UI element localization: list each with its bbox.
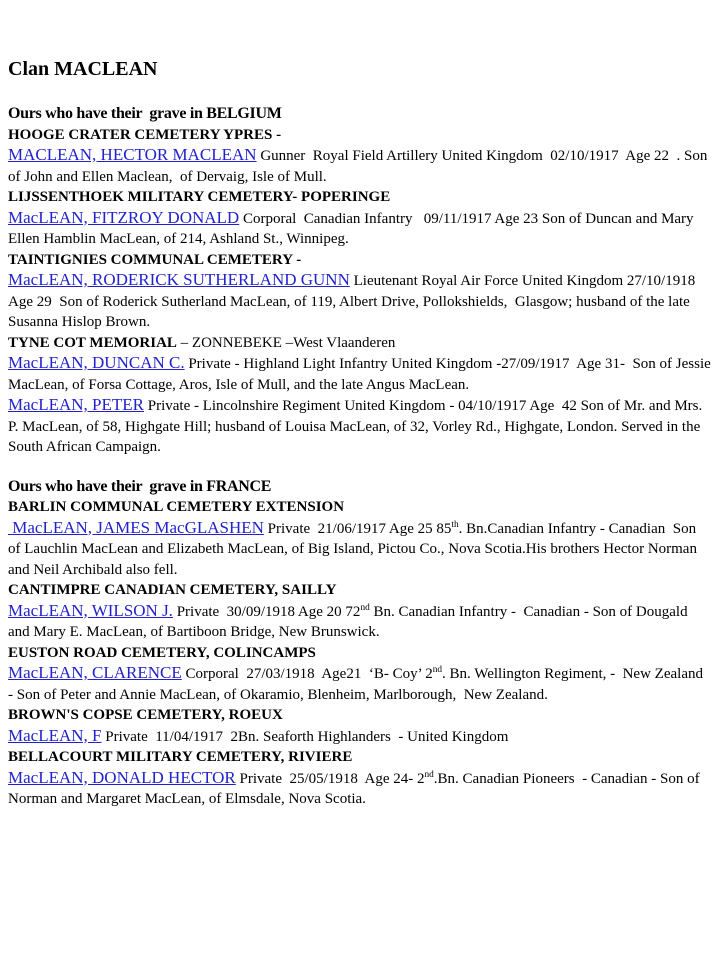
record-details: Gunner Royal Field Artillery United Kingdom 02/10/1917 Age 22 . Son of John and Ellen Maclean, of Dervaig, Isle of Mull. (8, 148, 712, 185)
section-1 (8, 477, 712, 810)
cemetery-heading (8, 580, 712, 601)
record-details: Private 25/05/1918 Age 24- 2 (235, 770, 425, 787)
soldier-name-link[interactable]: MacLEAN, PETER (8, 395, 144, 414)
cemetery-heading (8, 125, 712, 146)
record-details: Corporal 27/03/1918 Age21 ‘B- Coy’ 2 (181, 666, 433, 682)
record-details: Private 21/06/1917 Age 25 85 (263, 520, 452, 537)
ordinal-suffix: nd (424, 769, 434, 780)
soldier-name-link[interactable]: MacLEAN, F (8, 725, 102, 745)
soldier-name-link[interactable]: MacLEAN, WILSON J. (8, 600, 173, 620)
record-details: Private 30/09/1918 Age 20 72 (172, 603, 361, 620)
record-details: Lieutenant Royal Air Force United Kingdom 27/10/1918 Age 29 Son of Roderick Sutherland MacLean, of 119, Albert Drive, Pollokshields, Glasgow; husband of the late Susanna Hislop Brown. (8, 273, 699, 330)
cemetery-location: – ZONNEBEKE –West Vlaanderen (176, 334, 396, 351)
cemetery-heading (8, 187, 712, 208)
record-details: Corporal Canadian Infantry 09/11/1917 Age 23 Son of Duncan and Mary Ellen Hamblin MacLean, of 214, Ashland St., Winnipeg. (8, 210, 698, 247)
record-entry (8, 726, 712, 748)
soldier-name-link[interactable]: MacLEAN, JAMES MacGLASHEN (8, 517, 264, 537)
record-entry (8, 270, 712, 333)
soldier-name-link[interactable]: MacLEAN, CLARENCE (8, 663, 182, 682)
cemetery-name: EUSTON ROAD CEMETERY, COLINCAMPS (8, 644, 316, 661)
cemetery-name: TAINTIGNIES COMMUNAL CEMETERY - (8, 251, 302, 268)
record-entry (8, 208, 712, 250)
cemetery-name: BROWN'S COPSE CEMETERY, ROEUX (8, 707, 283, 723)
cemetery-name: LIJSSENTHOEK MILITARY CEMETERY- POPERINGE (8, 189, 391, 205)
record-entry (8, 145, 712, 187)
ordinal-suffix: th (451, 519, 459, 530)
record-details: Bn. Canadian Infantry - Canadian - Son of Dougald and Mary E. MacLean, of Bartiboon Bridge, New Brunswick. (8, 603, 692, 640)
record-entry (8, 601, 712, 643)
record-entry (8, 768, 712, 810)
record-details: .Bn. Canadian Pioneers - Canadian - Son of Norman and Margaret MacLean, of Elmsdale, Nova Scotia. (8, 770, 704, 807)
cemetery-name: BELLACOURT MILITARY CEMETERY, RIVIERE (8, 749, 353, 765)
soldier-name-link[interactable]: MACLEAN, HECTOR MACLEAN (8, 145, 257, 164)
record-entry (8, 353, 715, 395)
section-heading: Ours who have their grave in BELGIUM (8, 105, 282, 122)
record-details: . Bn.Canadian Infantry - Canadian Son of Lauchlin MacLean and Elizabeth MacLean, of Big Island, Pictou Co., Nova Scotia.His brothers Hector Norman and Neil Archibald also fell. (8, 520, 701, 578)
cemetery-heading (8, 250, 712, 271)
section-0 (8, 104, 715, 458)
cemetery-name: TYNE COT MEMORIAL (8, 334, 177, 351)
cemetery-name: CANTIMPRE CANADIAN CEMETERY, SAILLY (8, 582, 337, 598)
record-details: Private - Lincolnshire Regiment United Kingdom - 04/10/1917 Age 42 Son of Mr. and Mrs. P. MacLean, of 58, Highgate Hill; husband of Louisa MacLean, of 32, Vorley Rd., Highgate, London. Served in the South African Campaign. (8, 398, 707, 455)
cemetery-heading (8, 497, 712, 518)
cemetery-name: BARLIN COMMUNAL CEMETERY EXTENSION (8, 499, 345, 515)
soldier-name-link[interactable]: MacLEAN, FITZROY DONALD (8, 207, 240, 227)
record-details: . Bn. Wellington Regiment, - New Zealand - Son of Peter and Annie MacLean, of Okaramio, Blenheim, Marlborough, New Zealand. (8, 666, 711, 703)
document-body (8, 104, 715, 810)
ordinal-suffix: nd (432, 665, 443, 675)
soldier-name-link[interactable]: MacLEAN, DONALD HECTOR (8, 767, 236, 787)
record-entry (8, 395, 712, 458)
cemetery-heading (8, 643, 712, 664)
record-entry (8, 518, 712, 581)
record-details: Private 11/04/1917 2Bn. Seaforth Highlanders - United Kingdom (101, 728, 509, 745)
record-entry (8, 663, 712, 705)
section-heading: Ours who have their grave in FRANCE (8, 477, 272, 495)
page-title: Clan MACLEAN (8, 58, 158, 80)
cemetery-name: HOOGE CRATER CEMETERY YPRES - (8, 126, 282, 143)
soldier-name-link[interactable]: MacLEAN, DUNCAN C. (8, 353, 185, 372)
cemetery-heading (8, 705, 712, 726)
cemetery-heading (8, 333, 712, 354)
record-details: Private - Highland Light Infantry United Kingdom -27/09/1917 Age 31- Son of Jessie MacLean, of Forsa Cottage, Aros, Isle of Mull, and the late Angus MacLean. (8, 356, 715, 393)
soldier-name-link[interactable]: MacLEAN, RODERICK SUTHERLAND GUNN (8, 270, 350, 289)
cemetery-heading (8, 747, 712, 768)
ordinal-suffix: nd (360, 602, 370, 613)
